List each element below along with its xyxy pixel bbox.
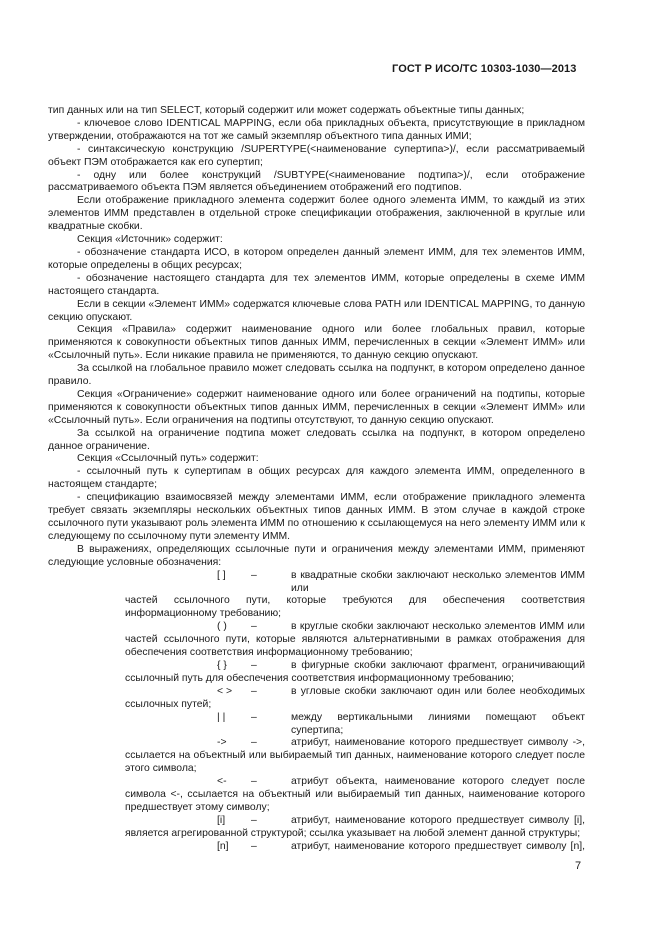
symbol-description: в фигурные скобки заключают фрагмент, ограничивающий <box>291 659 585 671</box>
symbol-definition-head <box>125 686 585 699</box>
symbol-glyph: [i] <box>217 814 226 826</box>
symbol-description: атрибут, наименование которого предшествует символу [i], <box>291 814 585 826</box>
symbol-definition-head <box>125 841 585 854</box>
symbol-definition-head <box>125 815 585 828</box>
symbol-definition <box>125 815 585 841</box>
paragraph: Если в секции «Элемент ИММ» содержатся ключевые слова PATH или IDENTICAL MAPPING, то данную секцию опускают. <box>48 298 585 323</box>
symbol-description: атрибут объекта, наименование которого следует после <box>291 776 585 788</box>
paragraph: - ссылочный путь к супертипам в общих ресурсах для каждого элемента ИММ, определенного в настоящем стандарте; <box>48 466 585 491</box>
symbol-glyph: [n] <box>217 840 229 852</box>
paragraph: Секция «Ограничение» содержит наименование одного или более ограничений на подтипы, которые применяются к совокупности объектных типов данных ИММ, перечисленных в секции «Элемент ИММ» или «Ссылочный путь». Если ограничения на подтипы отсутствуют, то данную секцию опускают. <box>48 388 585 426</box>
paragraph: - синтаксическую конструкцию /SUPERTYPE(<наименование супертипа>)/, если рассматриваемый объект ПЭМ отображается как его супертип; <box>48 143 585 168</box>
symbol-description-continued: символа <-, ссылается на объектный или выбираемый тип данных, наименование которого предшествует этому символу; <box>125 789 585 813</box>
symbol-description: атрибут, наименование которого предшествует символу [n], <box>291 840 585 852</box>
paragraph: - обозначение настоящего стандарта для тех элементов ИММ, которые определены в схеме ИММ настоящего стандарта. <box>48 272 585 297</box>
symbol-list <box>125 570 585 854</box>
symbol-description: в круглые скобки заключают несколько элементов ИММ или <box>291 621 585 633</box>
symbol-definition <box>125 621 585 660</box>
paragraph: - ключевое слово IDENTICAL MAPPING, если оба прикладных объекта, присутствующие в прикладном утверждении, отображаются на тот же самый экземпляр объектного типа данных ИМИ; <box>48 117 585 142</box>
symbol-description-continued: ссылочных путей; <box>125 698 212 710</box>
symbol-description: атрибут, наименование которого предшествует символу ->, <box>291 737 585 749</box>
symbol-glyph: ( ) <box>217 621 227 633</box>
paragraph: За ссылкой на глобальное правило может следовать ссылка на подпункт, в котором определено данное правило. <box>48 363 585 388</box>
symbol-definition-head <box>125 737 585 750</box>
symbol-definition-head <box>125 621 585 634</box>
document-body <box>48 105 585 854</box>
symbol-glyph: <- <box>217 776 227 788</box>
symbol-glyph: | | <box>217 711 226 723</box>
symbol-dash: – <box>251 685 257 697</box>
symbol-dash: – <box>251 711 257 723</box>
symbol-definition <box>125 776 585 815</box>
document-header: ГОСТ Р ИСО/ТС 10303-1030—2013 <box>392 63 577 75</box>
symbol-definition-head <box>125 776 585 789</box>
symbol-definition-head <box>125 660 585 673</box>
symbol-description: между вертикальными линиями помещают объект супертипа; <box>291 711 585 736</box>
symbol-dash: – <box>251 840 257 852</box>
paragraph: Секция «Правила» содержит наименование одного или более глобальных правил, которые применяются к совокупности объектных типов данных ИММ, перечисленных в секции «Элемент ИММ» или «Ссылочный путь». Если никакие правила не применяются, то данную секцию опускают. <box>48 324 585 362</box>
symbol-description: в угловые скобки заключают один или более необходимых <box>291 685 585 697</box>
symbol-glyph: < > <box>217 685 233 697</box>
symbol-description-continued: ссылается на объектный или выбираемый тип данных, наименование которого следует после этого символа; <box>125 750 585 775</box>
symbol-definition <box>125 660 585 686</box>
paragraph: тип данных или на тип SELECT, который содержит или может содержать объектные типы данных; <box>48 105 525 116</box>
symbol-definition <box>125 686 585 712</box>
paragraph: - обозначение стандарта ИСО, в котором определен данный элемент ИММ, для тех элементов ИММ, которые определены в общих ресурсах; <box>48 246 585 271</box>
paragraph: В выражениях, определяющих ссылочные пути и ограничения между элементами ИММ, применяют следующие условные обозначения: <box>48 543 585 568</box>
symbol-description-continued: частей ссылочного пути, которые требуются для обеспечения соответствия информационному требованию; <box>125 595 585 620</box>
paragraph: Если отображение прикладного элемента содержит более одного элемента ИММ, то каждый из этих элементов ИММ представлен в отдельной строке спецификации отображения, заключенной в круглые или квадратные скобки. <box>48 195 585 233</box>
symbol-description-continued: является агрегированной структурой; ссылка указывает на любой элемент данной структуры; <box>125 827 581 839</box>
symbol-definition-head <box>125 712 585 738</box>
symbol-description-continued: ссылочный путь для обеспечения соответствия информационному требованию; <box>125 672 515 684</box>
symbol-dash: – <box>251 659 257 671</box>
symbol-description-continued: частей ссылочного пути, которые являются альтернативными в рамках отображения для обеспечения соответствия информационному требованию; <box>125 634 585 659</box>
paragraph: Секция «Ссылочный путь» содержит: <box>77 453 259 465</box>
symbol-definition <box>125 570 585 622</box>
paragraph: Секция «Источник» содержит: <box>77 234 223 246</box>
symbol-dash: – <box>251 621 257 633</box>
paragraph: - спецификацию взаимосвязей между элементами ИММ, если отображение прикладного элемента требует связать экземпляры нескольких объектных типов данных ИММ. В этом случае в каждой строке ссылочного пути указывают роль элемента ИММ по отношению к ссылающемуся на него элементу ИММ или к следующему по ссылочному пути элементу ИММ. <box>48 492 585 542</box>
symbol-definition-head <box>125 570 585 596</box>
symbol-glyph: { } <box>217 659 227 671</box>
paragraph: - одну или более конструкций /SUBTYPE(<наименование подтипа>)/, если отображение рассматриваемого объекта ПЭМ является объединением отображений его подтипов. <box>48 169 585 194</box>
symbol-glyph: -> <box>217 737 227 749</box>
symbol-definition <box>125 737 585 776</box>
symbol-glyph: [ ] <box>217 569 226 581</box>
paragraph: За ссылкой на ограничение подтипа может следовать ссылка на подпункт, в котором определено данное ограничение. <box>48 427 585 452</box>
symbol-definition <box>125 712 585 738</box>
symbol-definition <box>125 841 585 854</box>
symbol-dash: – <box>251 814 257 826</box>
symbol-dash: – <box>251 569 257 581</box>
symbol-description: в квадратные скобки заключают несколько элементов ИММ или <box>291 569 585 594</box>
page-number: 7 <box>575 860 582 872</box>
symbol-dash: – <box>251 776 257 788</box>
symbol-dash: – <box>251 737 257 749</box>
paragraph-list <box>48 105 585 570</box>
